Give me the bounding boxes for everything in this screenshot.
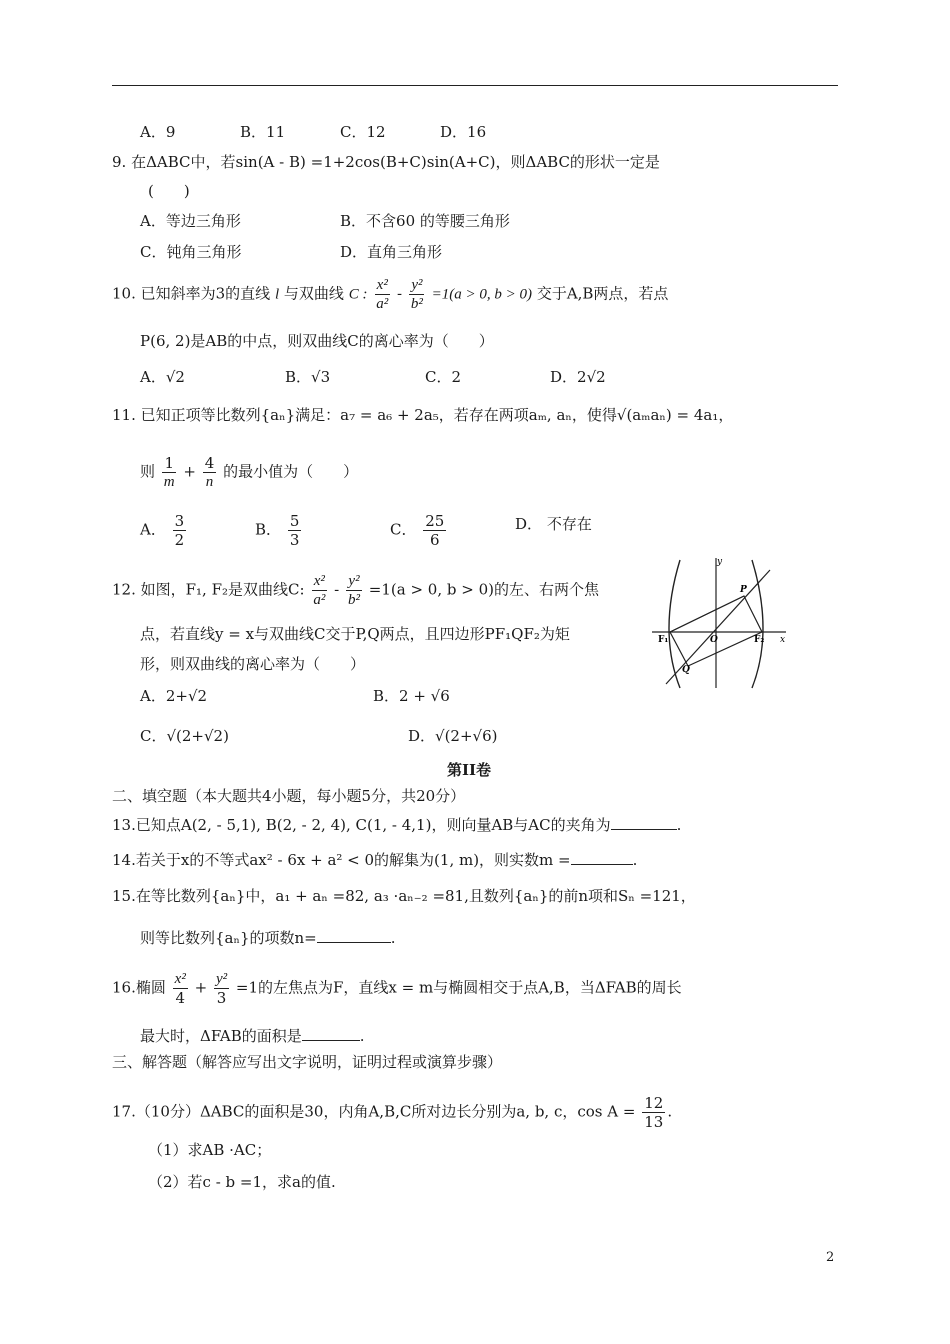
q9-number: 9. [112, 153, 127, 171]
q9-option-a: A．等边三角形 [140, 212, 241, 230]
q10-text-b: 与双曲线 [283, 284, 344, 303]
q12-text-a: 如图，F₁, F₂是双曲线C: [140, 580, 305, 599]
q11-option-a-num: 3 [174, 512, 185, 530]
q11-text-b: 的最小值为（ ） [223, 462, 359, 481]
q17-end: . [667, 1102, 673, 1121]
q12-option-b: B．2 + √6 [373, 687, 450, 705]
q16-y2: y² [215, 971, 228, 987]
q12-a2: a² [313, 592, 326, 608]
q17-den: 13 [644, 1113, 664, 1131]
fig-label-p: P [740, 585, 747, 595]
section-2-title: 二、填空题（本大题共4小题，每小题5分，共20分） [112, 787, 466, 805]
q11-option-a-frac [173, 512, 187, 549]
q10-b2: b² [410, 296, 423, 312]
q9-option-d: D．直角三角形 [340, 243, 443, 261]
q16-four: 4 [175, 989, 185, 1007]
q11-option-c [390, 512, 448, 549]
q10-text-a: 已知斜率为3的直线 [140, 284, 271, 303]
q12-frac-y [346, 572, 362, 609]
q10-minus: - [397, 284, 403, 303]
q10-frac-y [409, 276, 425, 313]
q12-x2: x² [313, 573, 325, 589]
q10-number: 10. [112, 284, 136, 303]
q10-frac-x [374, 276, 390, 313]
part-ii-title: 第II卷 [447, 761, 492, 779]
q11-option-b-den: 3 [289, 531, 300, 549]
q14-text: 14.若关于x的不等式ax² - 6x + a² < 0的解集为(1, m)，则实数m = [112, 851, 571, 869]
q12-y2: y² [348, 573, 360, 589]
q11-option-a-letter: A． [140, 520, 166, 539]
q10-option-c: C．2 [425, 368, 462, 386]
q10-option-b: B．√3 [285, 368, 331, 386]
q12-line3: 形，则双曲线的离心率为（ ） [140, 655, 366, 673]
q16-frac-x [173, 970, 188, 1007]
q14-answer-blank [571, 850, 633, 865]
q12-option-c: C．√(2+√2) [140, 727, 229, 745]
q12-condition: =1(a > 0, b > 0)的左、右两个焦 [368, 580, 599, 599]
q13-end: . [676, 816, 682, 834]
q11-option-d-text: 不存在 [546, 515, 592, 533]
q11-n: n [205, 474, 214, 490]
q8-option-d: D．16 [440, 123, 487, 141]
q10-curve: C : [348, 286, 368, 303]
fig-label-f1: F₁ [658, 635, 669, 645]
fig-label-y: y [717, 557, 723, 567]
q16-text-b: =1的左焦点为F，直线x = m与椭圆相交于点A,B，当ΔFAB的周长 [235, 978, 682, 997]
fig-label-o: O [710, 635, 718, 645]
fig-label-f2: F₂ [754, 635, 765, 645]
q10-stem [112, 276, 668, 313]
question-16-line2 [140, 1026, 365, 1046]
q11-option-b-num: 5 [289, 512, 300, 530]
q17-frac [642, 1094, 665, 1131]
q10-a2: a² [376, 296, 389, 312]
q16-x2: x² [174, 971, 186, 987]
q16-three: 3 [216, 989, 227, 1007]
q16-number: 16. [112, 978, 136, 997]
q8-option-a: A．9 [140, 123, 176, 141]
q15-answer-blank [317, 928, 391, 943]
q10-y2: y² [411, 277, 423, 293]
q11-number: 11. [112, 406, 136, 424]
q10-option-a: A．√2 [140, 368, 185, 386]
page-number: 2 [826, 1250, 835, 1265]
q17-sub2: （2）若c - b =1，求a的值. [148, 1173, 336, 1191]
q9-option-b: B．不含60 的等腰三角形 [340, 212, 510, 230]
question-17 [112, 1094, 672, 1131]
q10-option-d: D．2√2 [550, 368, 606, 386]
question-14 [112, 850, 637, 870]
q8-option-c: C．12 [340, 123, 386, 141]
q16-end: . [359, 1027, 365, 1045]
q9-option-c: C．钝角三角形 [140, 243, 242, 261]
q16-line2-text: 最大时，ΔFAB的面积是 [140, 1027, 302, 1045]
q13-text: 13.已知点A(2, - 5,1), B(2, - 2, 4), C(1, - 4,1)，则向量AB与AC的夹角为 [112, 816, 611, 834]
q10-condition: =1(a > 0, b > 0) [431, 286, 533, 303]
q9-text: 在ΔABC中，若sin(A - B) =1+2cos(B+C)sin(A+C)，则ΔABC的形状一定是 [131, 153, 660, 171]
q11-frac-4n [203, 454, 217, 491]
q12-number: 12. [112, 580, 136, 599]
q11-option-b-frac [288, 512, 302, 549]
fig-label-q: Q [682, 665, 690, 675]
q15-end: . [390, 929, 396, 947]
q10-x2: x² [376, 277, 388, 293]
hyperbola-figure [650, 556, 790, 690]
q11-text-a: 已知正项等比数列{aₙ}满足：a₇ = a₆ + 2a₅，若存在两项aₘ, aₙ，使得√(aₘaₙ) = 4a₁， [140, 406, 734, 424]
q13-answer-blank [611, 815, 677, 830]
question-15-line2 [140, 928, 396, 948]
q17-sub1: （1）求AB ·AC； [148, 1141, 272, 1159]
q12-minus: - [334, 580, 340, 599]
q11-option-d-letter: D． [515, 515, 543, 533]
q11-option-d [515, 514, 592, 534]
q16-answer-blank [302, 1026, 360, 1041]
q11-option-a-den: 2 [174, 531, 185, 549]
q11-stem [112, 405, 733, 425]
q12-line2: 点，若直线y = x与双曲线C交于P,Q两点，且四边形PF₁QF₂为矩 [140, 625, 570, 643]
question-15-line1: 15.在等比数列{aₙ}中，a₁ + aₙ =82, a₃ ·aₙ₋₂ =81,且数列{aₙ}的前n项和Sₙ =121， [112, 887, 696, 905]
fig-label-x: x [780, 635, 786, 645]
q11-frac-1m [162, 454, 177, 491]
q11-four: 4 [204, 454, 215, 472]
q11-plus: + [183, 462, 196, 481]
q16-frac-y [214, 970, 229, 1007]
q9-paren: ( ) [148, 182, 190, 200]
q11-one: 1 [164, 454, 174, 472]
hyperbola-left-branch [669, 560, 680, 688]
q12-frac-x [311, 572, 327, 609]
header-rule [112, 85, 838, 86]
q11-option-c-frac [423, 512, 446, 549]
q14-end: . [632, 851, 638, 869]
q17-text: 17.（10分）ΔABC的面积是30，内角A,B,C所对边长分别为a, b, c，cos A = [112, 1102, 636, 1121]
segment-f1p [670, 596, 744, 632]
q10-text-c: 交于A,B两点，若点 [536, 284, 669, 303]
q12-option-d: D．√(2+√6) [408, 727, 498, 745]
q12-stem [112, 572, 599, 609]
question-13 [112, 815, 681, 835]
q11-option-c-num: 25 [425, 512, 445, 530]
q12-option-a: A．2+√2 [140, 687, 208, 705]
q11-m: m [163, 474, 175, 490]
q12-b2: b² [347, 592, 360, 608]
q11-ze: 则 [140, 462, 156, 481]
q8-option-b: B．11 [240, 123, 286, 141]
q15-text: 则等比数列{aₙ}的项数n= [140, 929, 317, 947]
q9-stem [112, 152, 660, 172]
q11-line2 [140, 454, 358, 491]
q11-option-b-letter: B． [255, 520, 282, 539]
q16-text-a: 椭圆 [135, 978, 166, 997]
q11-option-a [140, 512, 188, 549]
section-3-title: 三、解答题（解答应写出文字说明，证明过程或演算步骤） [112, 1053, 503, 1071]
q10-line2: P(6, 2)是AB的中点，则双曲线C的离心率为（ ） [140, 332, 494, 350]
q17-num: 12 [644, 1094, 664, 1112]
q10-line-l: l [274, 286, 280, 303]
q11-option-b [255, 512, 303, 549]
q11-option-c-letter: C． [390, 520, 417, 539]
q11-option-c-den: 6 [430, 531, 440, 549]
q16-plus: + [194, 978, 208, 997]
question-16 [112, 970, 682, 1007]
